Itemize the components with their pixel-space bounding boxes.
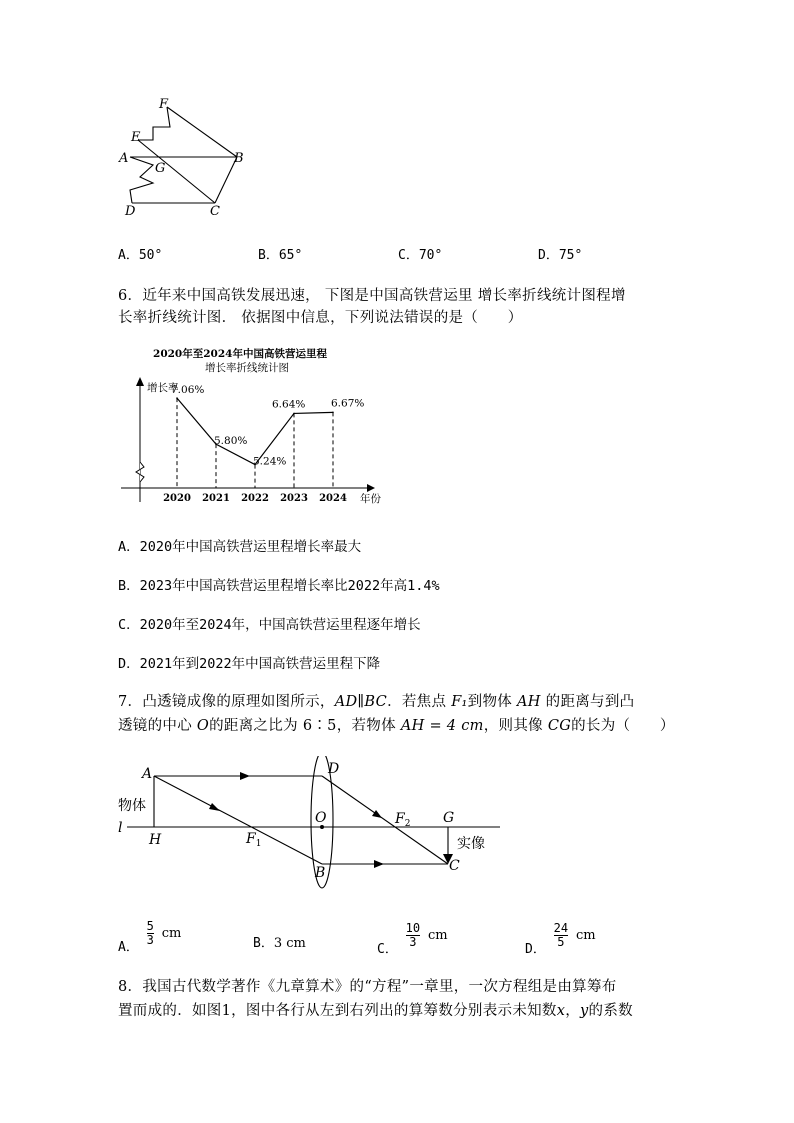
label-C: C (449, 858, 460, 874)
label-F1: $F_1$ (246, 831, 262, 849)
x-axis-arrow (367, 484, 375, 492)
x-tick-label-2020: 2020 (163, 493, 191, 504)
segment-FB (167, 107, 237, 157)
option-letter: D． (525, 942, 546, 957)
arrow-head (372, 810, 382, 818)
unit: cm (575, 928, 596, 943)
fraction: $\frac{5}{3}$ (146, 919, 154, 947)
data-point-2020 (176, 397, 178, 399)
arrow-head (374, 860, 384, 868)
q7-ah-eq: AH = 4 cm (400, 718, 484, 734)
fraction: $\frac{10}{3}$ (405, 921, 421, 949)
x-tick-label-2021: 2021 (202, 493, 230, 504)
q7-option-b[interactable] (253, 932, 306, 951)
q8-text: 的系数 (588, 1003, 633, 1019)
q7-f1: F₁ (451, 694, 468, 710)
var-x: x (556, 1003, 566, 1019)
x-tick-label-2022: 2022 (241, 493, 269, 504)
data-label-2024: 6.67% (331, 397, 365, 410)
q7-stem-line1 (118, 690, 634, 711)
chart-title: 2020年至2024年中国高铁营运里程 (153, 348, 327, 360)
label-F2: $F_2$ (395, 811, 411, 829)
label-A: A (142, 766, 153, 782)
q7-text: 的长为（ ） (571, 718, 675, 734)
q7-text: ．若焦点 (387, 694, 447, 710)
q7-ad-bc: AD∥BC (334, 694, 388, 710)
q5-option-a[interactable]: A．50° (118, 248, 163, 263)
segment-EC (138, 140, 215, 203)
convex-lens-figure (112, 756, 502, 891)
q8-stem-line2 (118, 999, 633, 1020)
q7-text: 到物体 (467, 694, 513, 710)
label-B: B (315, 865, 326, 881)
arrow-head (209, 803, 220, 811)
option-letter: C． (377, 942, 398, 957)
label-G: G (155, 161, 166, 176)
q8-text: ， (565, 1003, 581, 1019)
unit: cm (161, 926, 182, 941)
q7-ah: AH (517, 694, 541, 710)
label-object: 物体 (118, 798, 146, 814)
q7-text: 7．凸透镜成像的原理如图所示， (118, 694, 335, 710)
value: 3 cm (273, 936, 306, 951)
x-tick-label-2024: 2024 (319, 493, 347, 504)
q7-text: ，若物体 (336, 718, 396, 734)
label-B: B (234, 151, 244, 166)
q5-option-b[interactable]: B．65° (258, 248, 303, 263)
q8-stem-line1: 8．我国古代数学著作《九章算术》的“方程”一章里，一次方程组是由算筹布 (118, 979, 617, 995)
q7-text: 的距离与到凸 (545, 694, 635, 710)
q6-option-d[interactable]: D．2021年到2022年中国高铁营运里程下降 (118, 656, 381, 672)
q7-o: O (196, 718, 210, 734)
label-D: D (125, 204, 136, 219)
axis-break-mark (136, 462, 144, 482)
q7-option-a[interactable] (118, 920, 181, 955)
q6-stem-line2: 长率折线统计图． 依据图中信息，下列说法错误的是（ ） (118, 310, 523, 326)
chart-subtitle: 增长率折线统计图 (205, 362, 289, 374)
q5-option-c[interactable]: C．70° (398, 248, 443, 263)
q7-stem-line2 (118, 714, 675, 735)
label-l: l (118, 820, 123, 836)
ray-AB (154, 776, 322, 864)
ray-DC (322, 776, 448, 864)
label-D: D (328, 761, 340, 777)
data-label-2023: 6.64% (272, 398, 306, 411)
label-E: E (131, 130, 141, 145)
data-label-2021: 5.80% (214, 435, 248, 448)
x-tick-label-2023: 2023 (280, 493, 308, 504)
q7-text: 透镜的中心 (118, 718, 192, 734)
data-point-2023 (293, 413, 295, 415)
label-H: H (149, 832, 162, 848)
option-letter: B． (253, 936, 274, 951)
var-y: y (580, 1003, 589, 1019)
q7-text: 的距离之比为 (209, 718, 298, 734)
q7-option-c[interactable] (377, 922, 448, 957)
q6-option-c[interactable]: C．2020年至2024年，中国高铁营运里程逐年增长 (118, 617, 421, 633)
q6-option-a[interactable]: A．2020年中国高铁营运里程增长率最大 (118, 539, 362, 555)
label-G: G (443, 810, 455, 826)
arrow-head (240, 772, 250, 780)
data-label-2022: 5.24% (253, 455, 287, 468)
q5-geometry-figure (110, 95, 260, 220)
unit: cm (427, 928, 448, 943)
q6-option-b[interactable]: B．2023年中国高铁营运里程增长率比2022年高1.4% (118, 578, 440, 594)
label-C: C (210, 204, 220, 219)
y-axis-arrow (136, 377, 144, 386)
y-axis-label: 增长率 (147, 382, 179, 394)
q7-text: ，则其像 (483, 718, 543, 734)
fraction: $\frac{24}{5}$ (553, 921, 569, 949)
zigzag-AD (130, 157, 153, 203)
data-point-2024 (332, 412, 334, 414)
label-F: F (159, 97, 169, 112)
data-label-2020: 7.06% (171, 384, 205, 397)
q5-option-d[interactable]: D．75° (538, 248, 583, 263)
label-A: A (119, 151, 129, 166)
option-letter: A． (118, 940, 139, 955)
q7-ratio: 6∶5 (302, 718, 337, 734)
x-axis-label: 年份 (360, 493, 381, 505)
q6-stem-line1: 6．近年来中国高铁发展迅速， 下图是中国高铁营运里 增长率折线统计图程增 (118, 288, 626, 304)
q7-option-d[interactable] (525, 922, 596, 957)
growth-rate-line-chart (115, 342, 395, 507)
label-O: O (315, 810, 327, 826)
q7-cg: CG (547, 718, 572, 734)
label-real-image: 实像 (457, 836, 485, 852)
q8-text: 置而成的．如图1，图中各行从左到右列出的算筹数分别表示未知数 (118, 1003, 557, 1019)
